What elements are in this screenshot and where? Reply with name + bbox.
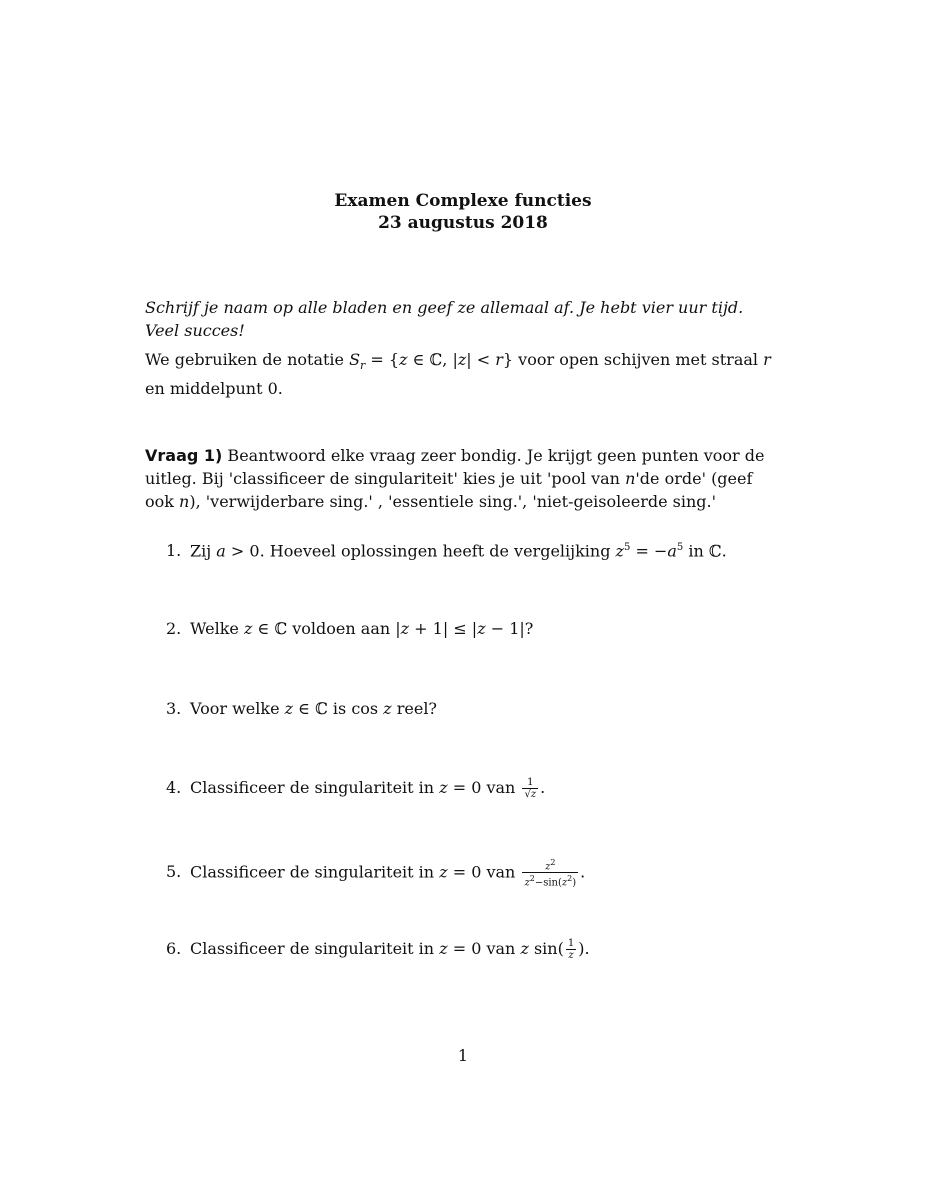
fraction: $\frac{1}{√z}$ — [524, 777, 537, 800]
page-number: 1 — [457, 1046, 469, 1065]
notation-text: We gebruiken de notatie $S_r = \{z$ ∈ ℂ, |z| < r} voor open schijven met straal r en middelpunt 0. — [145, 350, 771, 399]
question-label: Vraag 1) — [145, 446, 223, 465]
question-item-4: 4. Classificeer de singulariteit in z = 0 van $\frac{1}{√z}$ . — [166, 777, 546, 800]
question-item-6: 6. Classificeer de singulariteit in z = 0 van z sin( $\frac{1}{z}$ ). — [166, 938, 590, 961]
exam-date: 23 augustus 2018 — [378, 213, 548, 233]
question-header: Vraag 1) Beantwoord elke vraag zeer bondig. Je krijgt geen punten voor de uitleg. Bij 'classificeer de singulariteit' kies je uit 'pool van n'de orde' (geef ook n), 'verwijderbare sing.' , 'essentiele sing.', 'niet-geisoleerde sing.' — [145, 446, 765, 511]
fraction: $\frac{1}{z}$ — [567, 938, 575, 961]
fraction: $\frac{z^2}{z^2-\sin(z^2)}$ — [524, 858, 577, 889]
intro-text: Schrijf je naam op alle bladen en geef ze allemaal af. Je hebt vier uur tijd. Veel succes! — [145, 298, 744, 340]
question-item-3: 3. Voor welke z ∈ ℂ is cos z reel? — [166, 699, 438, 718]
title-block — [0, 190, 926, 234]
question-item-1: 1. Zij a > 0. Hoeveel oplossingen heeft de vergelijking $z^5 = -a^5$ in ℂ. — [166, 541, 727, 561]
exam-title: Examen Complexe functies — [334, 191, 592, 211]
question-item-5: 5. Classificeer de singulariteit in z = 0 van $\frac{z^2}{z^2-\sin(z^2)}$ . — [166, 858, 586, 889]
question-item-2: 2. Welke z ∈ ℂ voldoen aan |z + 1| ≤ |z − 1|? — [166, 619, 534, 638]
